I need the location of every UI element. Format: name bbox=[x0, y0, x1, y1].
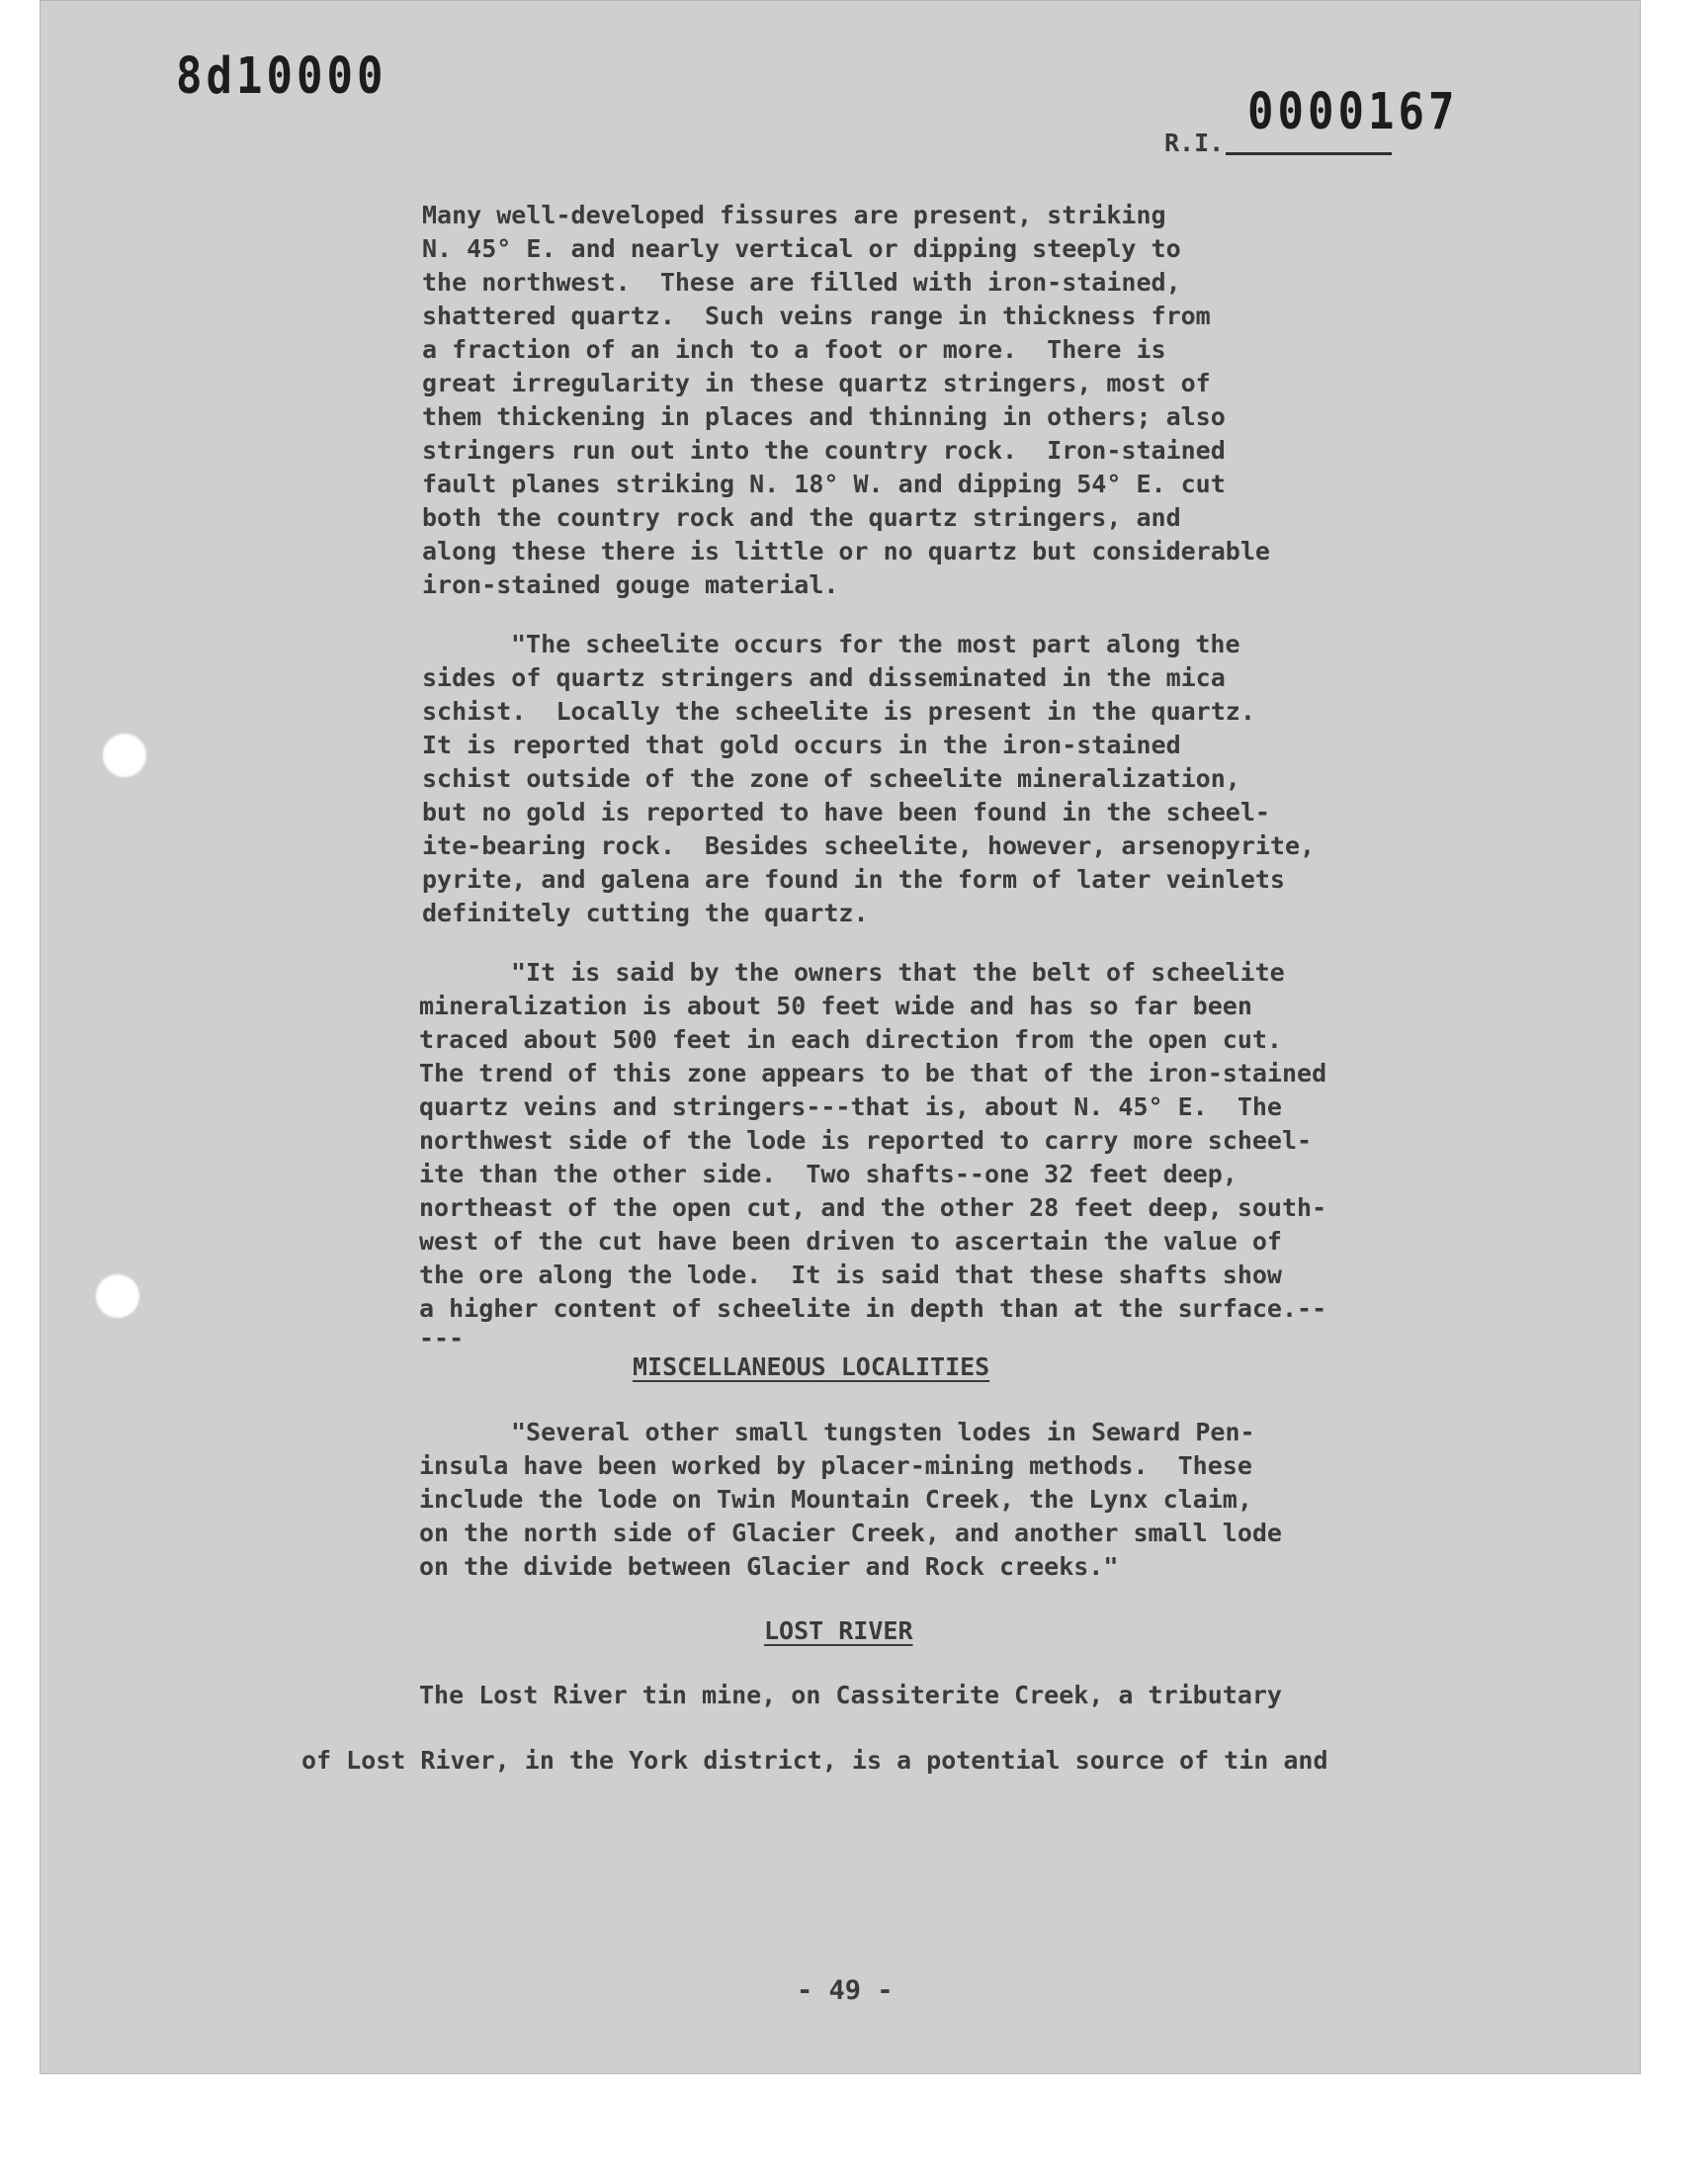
text-line: --- bbox=[419, 1324, 465, 1352]
text-line: "It is said by the owners that the belt of scheelite bbox=[511, 958, 1285, 987]
text-line: great irregularity in these quartz stringers, most of bbox=[422, 369, 1211, 397]
text-line: on the divide between Glacier and Rock creeks." bbox=[419, 1552, 1119, 1581]
document-serial-left: 8d10000 bbox=[176, 47, 387, 106]
text-line: "Several other small tungsten lodes in Seward Pen- bbox=[511, 1418, 1255, 1446]
text-line: N. 45° E. and nearly vertical or dipping steeply to bbox=[422, 234, 1181, 263]
document-serial-right: 0000167 bbox=[1247, 83, 1459, 141]
text-line: iron-stained gouge material. bbox=[422, 570, 839, 599]
text-line: the ore along the lode. It is said that these shafts show bbox=[419, 1261, 1282, 1289]
text-line: schist outside of the zone of scheelite mineralization, bbox=[422, 764, 1240, 793]
text-line: shattered quartz. Such veins range in thickness from bbox=[422, 302, 1211, 330]
text-line: include the lode on Twin Mountain Creek, the Lynx claim, bbox=[419, 1485, 1252, 1514]
text-line: a higher content of scheelite in depth than at the surface.-- bbox=[419, 1294, 1327, 1323]
text-line: pyrite, and galena are found in the form of later veinlets bbox=[422, 865, 1285, 894]
text-line: traced about 500 feet in each direction from the open cut. bbox=[419, 1025, 1282, 1054]
text-line: mineralization is about 50 feet wide and has so far been bbox=[419, 992, 1252, 1020]
section-heading: LOST RIVER bbox=[764, 1616, 913, 1645]
text-line: The trend of this zone appears to be that of the iron-stained bbox=[419, 1059, 1327, 1088]
page-number: - 49 - bbox=[797, 1975, 894, 2006]
text-line: stringers run out into the country rock. Iron-stained bbox=[422, 436, 1226, 465]
section-heading: MISCELLANEOUS LOCALITIES bbox=[633, 1352, 990, 1381]
text-line: but no gold is reported to have been found in the scheel- bbox=[422, 798, 1270, 826]
text-line: northeast of the open cut, and the other 28 feet deep, south- bbox=[419, 1193, 1327, 1222]
text-line: the northwest. These are filled with iron-stained, bbox=[422, 268, 1181, 297]
text-line: along these there is little or no quartz but considerable bbox=[422, 537, 1270, 566]
text-line: "The scheelite occurs for the most part along the bbox=[511, 630, 1240, 658]
text-line: on the north side of Glacier Creek, and another small lode bbox=[419, 1519, 1282, 1547]
text-line: definitely cutting the quartz. bbox=[422, 899, 869, 927]
text-line: sides of quartz stringers and disseminated in the mica bbox=[422, 663, 1226, 692]
text-line: ite than the other side. Two shafts--one 32 feet deep, bbox=[419, 1160, 1238, 1188]
text-line: both the country rock and the quartz stringers, and bbox=[422, 503, 1181, 532]
text-line: fault planes striking N. 18° W. and dipping 54° E. cut bbox=[422, 470, 1226, 498]
text-line: of Lost River, in the York district, is a potential source of tin and bbox=[301, 1746, 1328, 1775]
text-line: Many well-developed fissures are present, striking bbox=[422, 201, 1166, 229]
text-line: northwest side of the lode is reported to carry more scheel- bbox=[419, 1126, 1313, 1155]
text-line: It is reported that gold occurs in the iron-stained bbox=[422, 731, 1181, 759]
text-line: The Lost River tin mine, on Cassiterite Creek, a tributary bbox=[419, 1681, 1282, 1709]
punch-hole-lower bbox=[95, 1273, 140, 1319]
text-line: them thickening in places and thinning in others; also bbox=[422, 402, 1226, 431]
report-number-field bbox=[1164, 129, 1392, 157]
text-line: a fraction of an inch to a foot or more. There is bbox=[422, 335, 1166, 364]
punch-hole-upper bbox=[102, 733, 147, 778]
report-number-label: R.I. bbox=[1164, 129, 1225, 157]
text-line: quartz veins and stringers---that is, about N. 45° E. The bbox=[419, 1092, 1282, 1121]
scan-margin bbox=[0, 2074, 1708, 2175]
report-number-blank bbox=[1226, 152, 1392, 155]
text-line: west of the cut have been driven to ascertain the value of bbox=[419, 1227, 1282, 1256]
text-line: schist. Locally the scheelite is present in the quartz. bbox=[422, 697, 1255, 726]
text-line: insula have been worked by placer-mining methods. These bbox=[419, 1451, 1252, 1480]
text-line: ite-bearing rock. Besides scheelite, however, arsenopyrite, bbox=[422, 831, 1316, 860]
